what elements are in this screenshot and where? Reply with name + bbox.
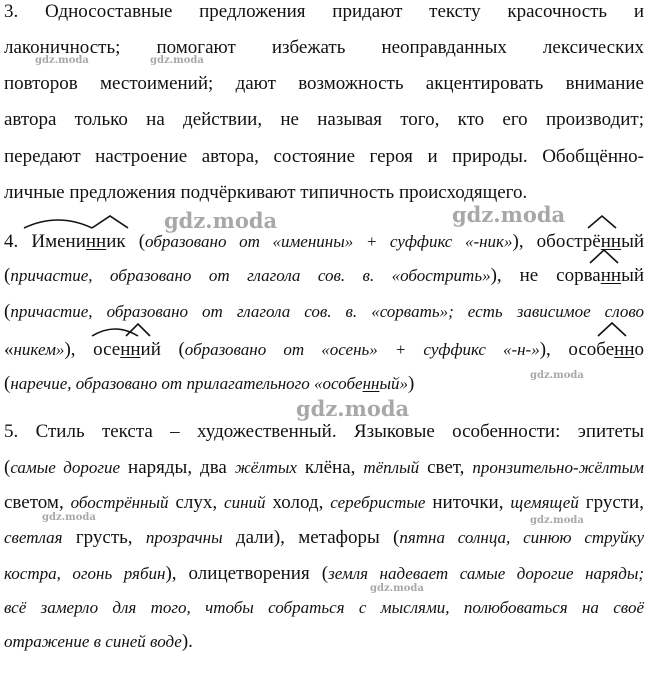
text-line-8 xyxy=(4,264,644,288)
text-fragment: лаконичность; помогают избежать неоправданных лексических xyxy=(4,37,644,58)
text-line-14 xyxy=(4,491,644,515)
text-fragment: личные предложения подчёркивают типичность происходящего. xyxy=(4,182,528,203)
text-line-4 xyxy=(4,108,644,132)
watermark: gdz.moda xyxy=(370,583,424,594)
root-arc-osenny xyxy=(92,329,138,336)
watermark: gdz.moda xyxy=(452,202,566,227)
text-line-7 xyxy=(4,230,644,254)
text-fragment: « xyxy=(4,339,14,360)
text-fragment: ). xyxy=(181,631,193,652)
text-line-16 xyxy=(4,562,644,586)
text-line-15 xyxy=(4,526,644,550)
text-line-1 xyxy=(4,0,644,24)
text-fragment: отражение в синей воде xyxy=(4,632,182,651)
text-fragment: синий xyxy=(224,493,266,512)
text-fragment: светлая xyxy=(4,528,63,547)
text-fragment: слух, xyxy=(168,492,225,513)
text-fragment: причастие, образовано от глагола сов. в. «сорвать»; есть зависимое слово xyxy=(10,302,644,321)
text-line-12 xyxy=(4,420,644,444)
text-fragment: ый xyxy=(621,265,644,286)
text-fragment: щемящей xyxy=(510,493,579,512)
text-fragment: грусть, xyxy=(62,527,146,548)
text-fragment: ), особе xyxy=(539,339,615,360)
text-fragment: свет, xyxy=(419,457,473,478)
watermark: gdz.moda xyxy=(150,55,204,66)
watermark: gdz.moda xyxy=(530,515,584,526)
text-fragment: причастие, образовано от глагола сов. в. «обострить» xyxy=(10,266,491,285)
text-fragment: автора только на действии, не называя того, кто его производит; xyxy=(4,109,644,130)
text-fragment: грусти, xyxy=(578,492,644,513)
text-fragment: клёна, xyxy=(296,457,364,478)
text-fragment: ый xyxy=(621,231,644,252)
text-fragment: дали), метафоры ( xyxy=(222,527,400,548)
text-fragment: ый» xyxy=(379,374,408,393)
text-fragment: ), не сорва xyxy=(490,265,601,286)
text-line-2 xyxy=(4,36,644,60)
text-fragment: о xyxy=(634,339,644,360)
text-fragment: 5. Стиль текста – художественный. Языковые особенности: эпитеты xyxy=(4,421,644,442)
text-fragment: тёплый xyxy=(363,458,420,477)
text-fragment: 4. Имени xyxy=(4,231,86,252)
text-fragment: обострённый xyxy=(70,493,169,512)
text-fragment: никем» xyxy=(13,340,65,359)
text-fragment: ), олицетворения ( xyxy=(165,563,329,584)
text-fragment: ий ( xyxy=(140,339,185,360)
watermark: gdz.moda xyxy=(530,370,584,381)
text-line-17 xyxy=(4,596,644,620)
text-line-10 xyxy=(4,338,644,362)
text-fragment: повторов местоимений; дают возможность акцентировать внимание xyxy=(4,73,644,94)
suffix-caret-obostryonny xyxy=(588,216,616,228)
text-fragment: пятна солнца, синюю струйку xyxy=(399,528,644,547)
text-fragment: 3. Односоставные предложения придают тексту красочность и xyxy=(4,1,644,22)
text-fragment: нн xyxy=(85,231,107,252)
watermark: gdz.moda xyxy=(296,396,410,421)
text-fragment: пронзительно-жёлтым xyxy=(472,458,645,477)
text-fragment: ( xyxy=(4,301,11,322)
watermark: gdz.moda xyxy=(42,512,96,523)
text-fragment: нн xyxy=(600,265,622,286)
text-fragment: нн xyxy=(614,339,635,360)
text-fragment: нн xyxy=(120,339,141,360)
text-fragment: всё замерло для того, чтобы собраться с мыслями, полюбоваться на своё xyxy=(4,598,644,617)
text-fragment: нн xyxy=(362,374,380,393)
suffix-caret-osenny xyxy=(126,324,150,336)
text-line-3 xyxy=(4,72,644,96)
text-fragment: ( xyxy=(4,265,11,286)
text-fragment: ( xyxy=(4,457,11,478)
text-fragment: земля надевает самые дорогие наряды; xyxy=(328,564,645,583)
text-fragment: наряды, два xyxy=(120,457,235,478)
watermark: gdz.moda xyxy=(35,55,89,66)
suffix-caret-osobenno xyxy=(598,323,626,336)
text-fragment: прозрачны xyxy=(145,528,223,547)
text-fragment: холод, xyxy=(265,492,331,513)
text-fragment: ) xyxy=(407,373,415,394)
text-fragment: ), обострё xyxy=(512,231,601,252)
text-line-9 xyxy=(4,300,644,324)
text-fragment: наречие, образовано от прилагательного «особе xyxy=(10,374,363,393)
text-line-13 xyxy=(4,456,644,480)
watermark: gdz.moda xyxy=(164,208,278,233)
text-fragment: ( xyxy=(4,373,11,394)
suffix-caret-imeninnik xyxy=(92,216,128,228)
text-line-18 xyxy=(4,630,644,654)
root-arc-imeninnik xyxy=(24,220,92,228)
text-fragment: самые дорогие xyxy=(10,458,121,477)
text-fragment: передают настроение автора, состояние героя и природы. Обобщённо- xyxy=(4,146,644,167)
text-fragment: серебристые xyxy=(330,493,426,512)
text-fragment: светом, xyxy=(4,492,71,513)
text-fragment: ниточки, xyxy=(425,492,511,513)
text-fragment: костра, огонь рябин xyxy=(4,564,166,583)
text-fragment: образовано от «именины» + суффикс «-ник» xyxy=(145,232,513,251)
text-fragment: образовано от «осень» + суффикс «-н-» xyxy=(184,340,540,359)
text-fragment: ик ( xyxy=(106,231,146,252)
text-fragment: ), осе xyxy=(64,339,121,360)
text-fragment: жёлтых xyxy=(234,458,297,477)
text-line-5 xyxy=(4,145,644,169)
text-fragment: нн xyxy=(600,231,622,252)
